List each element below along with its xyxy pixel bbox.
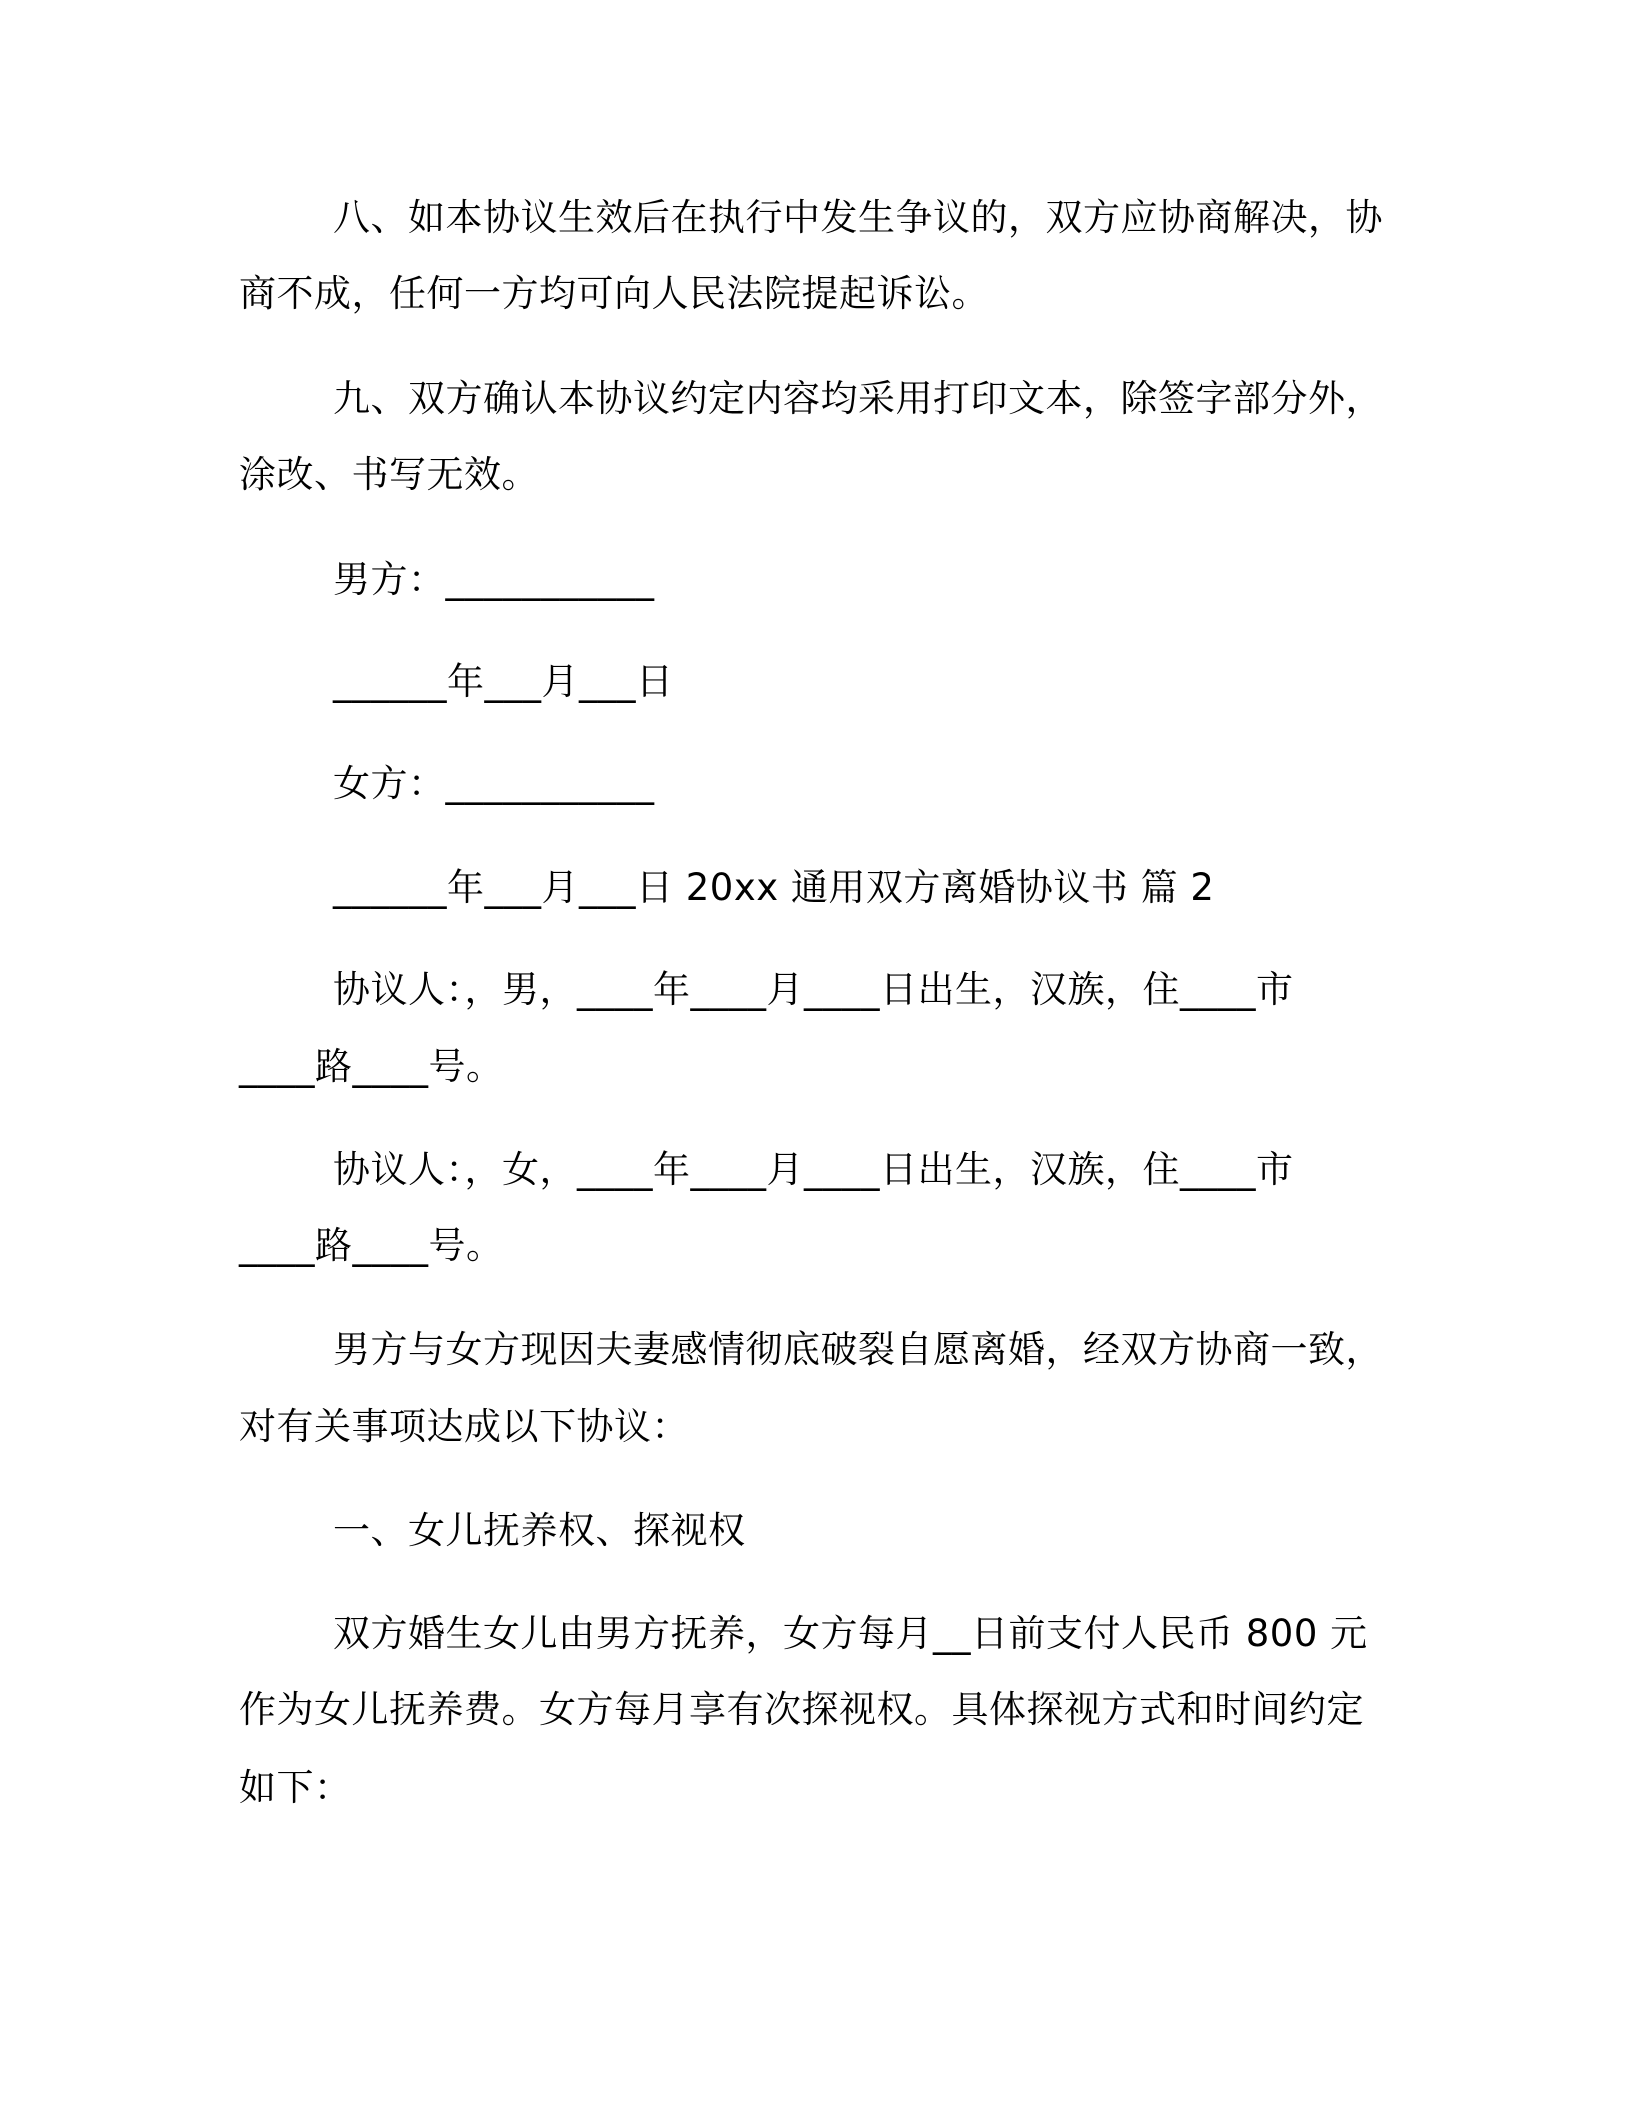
clause-8-line-2: 商不成，任何一方均可向人民法院提起诉讼。	[239, 272, 989, 315]
preamble-line-2: 对有关事项达成以下协议：	[239, 1405, 689, 1448]
party-1-line-2: ____路____号。	[239, 1045, 504, 1088]
female-date-and-title-line: ______年___月___日 20xx 通用双方离婚协议书 篇 2	[333, 866, 1215, 909]
party-1-line-1: 协议人：，男，____年____月____日出生，汉族，住____市	[333, 968, 1294, 1011]
female-signature-line: 女方：___________	[333, 762, 655, 805]
section-1-body-line-1: 双方婚生女儿由男方抚养，女方每月__日前支付人民币 800 元	[333, 1612, 1368, 1655]
clause-8-line-1: 八、如本协议生效后在执行中发生争议的，双方应协商解决，协	[333, 196, 1383, 239]
section-1-heading: 一、女儿抚养权、探视权	[333, 1509, 746, 1552]
male-signature-line: 男方：___________	[333, 558, 655, 601]
section-1-body-line-2: 作为女儿抚养费。女方每月享有次探视权。具体探视方式和时间约定	[239, 1688, 1364, 1731]
party-2-line-2: ____路____号。	[239, 1224, 504, 1267]
male-date-line: ______年___月___日	[333, 660, 674, 703]
party-2-line-1: 协议人：，女，____年____月____日出生，汉族，住____市	[333, 1148, 1294, 1191]
section-1-body-line-3: 如下：	[239, 1766, 352, 1809]
preamble-line-1: 男方与女方现因夫妻感情彻底破裂自愿离婚，经双方协商一致，	[333, 1328, 1383, 1371]
clause-9-line-1: 九、双方确认本协议约定内容均采用打印文本，除签字部分外，	[333, 377, 1383, 420]
clause-9-line-2: 涂改、书写无效。	[239, 453, 539, 496]
